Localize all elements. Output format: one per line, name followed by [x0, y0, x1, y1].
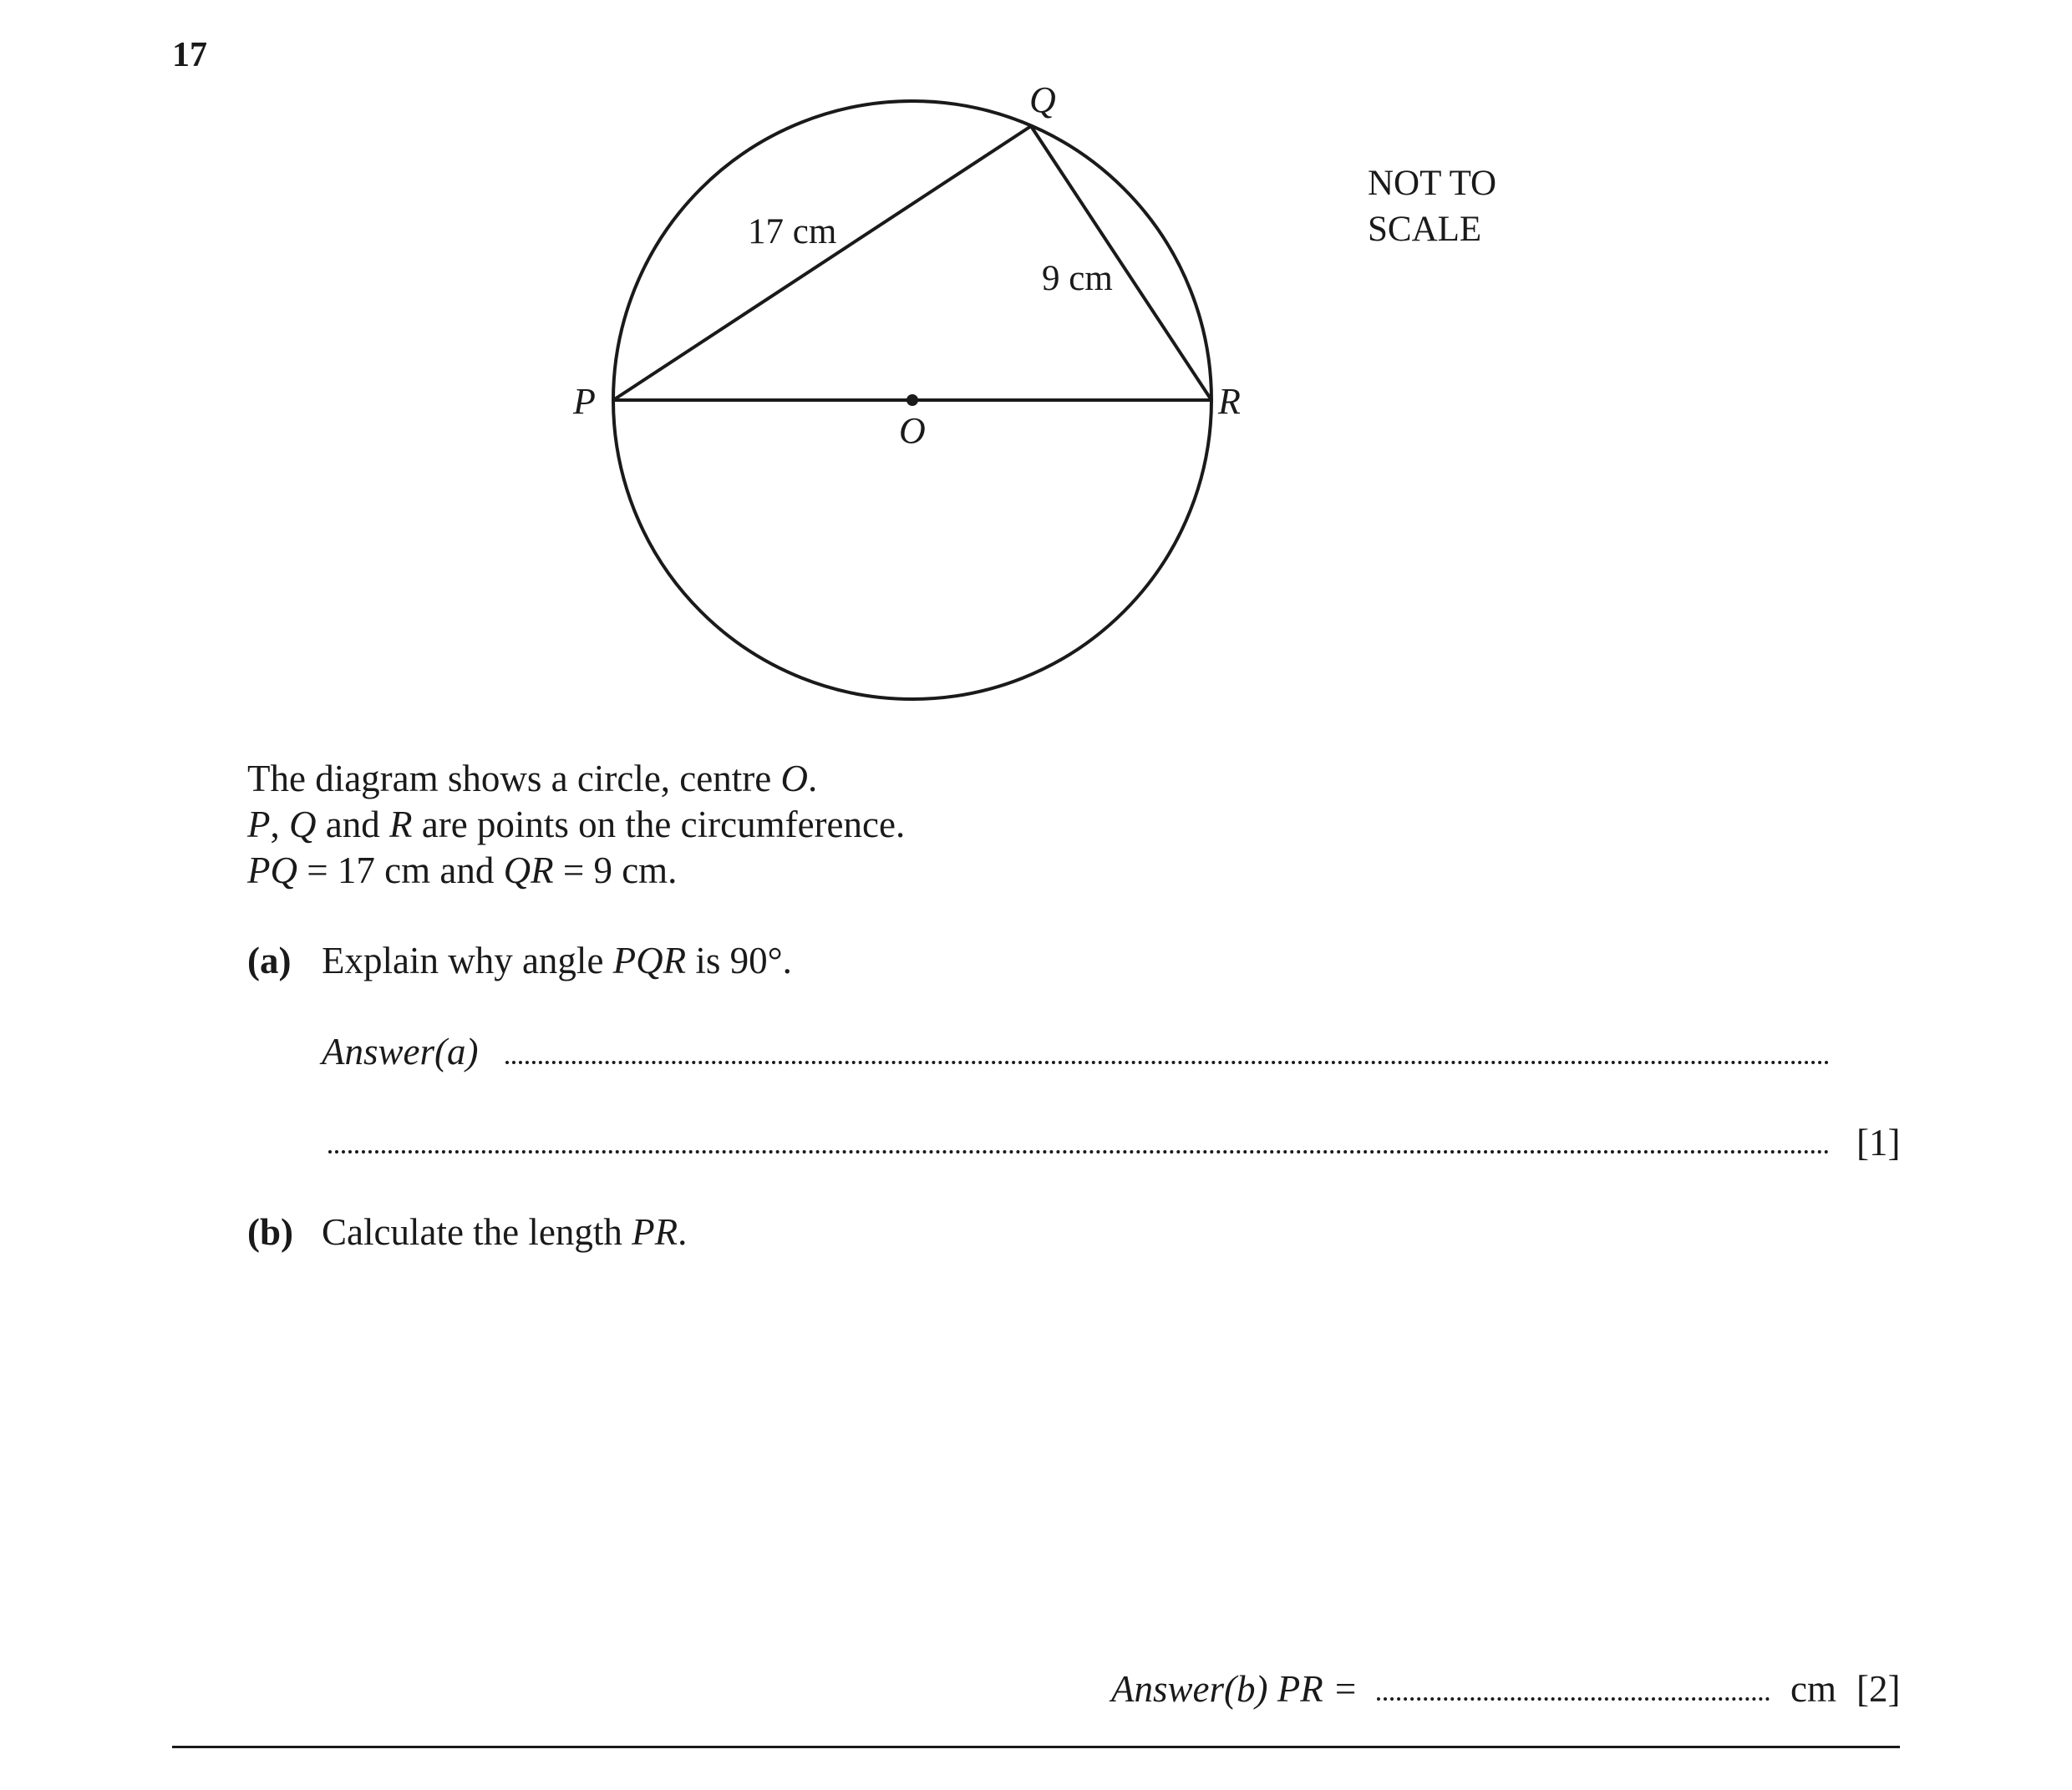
part-b-prompt [322, 1209, 687, 1255]
answer-b-label: Answer(b) PR = [1111, 1668, 1358, 1710]
label-qr-length: 9 cm [1042, 259, 1113, 298]
not-to-scale-line2: SCALE [1368, 210, 1482, 249]
stem-line-3 [247, 848, 677, 894]
stem-line-1-suffix: . [807, 758, 818, 799]
stem-line-3-end: = 9 cm. [553, 849, 678, 891]
stem-var-q: Q [289, 804, 317, 845]
stem-var-p: P [247, 804, 271, 845]
part-b-label: (b) [247, 1211, 293, 1253]
part-a-prompt [322, 938, 792, 984]
part-a-prompt-var: PQR [612, 940, 687, 981]
part-b-marks: [2] [1856, 1668, 1901, 1710]
not-to-scale-line1: NOT TO [1368, 164, 1497, 203]
stem-line-3-mid: = 17 cm and [297, 849, 504, 891]
answer-b-line[interactable] [1377, 1697, 1770, 1701]
stem-line-1-prefix: The diagram shows a circle, centre [247, 758, 781, 799]
label-pq-length: 17 cm [748, 212, 837, 251]
stem-var-o: O [780, 758, 808, 799]
part-b-prompt-prefix: Calculate the length [322, 1211, 632, 1253]
part-a-prompt-prefix: Explain why angle [322, 940, 613, 981]
chord-pq [613, 126, 1031, 400]
stem-line-1 [247, 756, 817, 802]
centre-point [906, 394, 918, 406]
stem-var-pq: PQ [247, 849, 297, 891]
answer-a-label: Answer(a) [322, 1031, 479, 1072]
label-r: R [1218, 381, 1241, 422]
part-a-marks: [1] [1856, 1122, 1901, 1164]
label-q: Q [1029, 79, 1056, 120]
part-b-prompt-suffix: . [678, 1211, 688, 1253]
stem-sep: , [270, 804, 289, 845]
answer-a-line-2[interactable] [328, 1150, 1830, 1154]
stem-var-r: R [388, 804, 413, 845]
part-b-prompt-var: PR [632, 1211, 678, 1253]
part-a-label: (a) [247, 940, 292, 981]
bottom-rule [172, 1746, 1900, 1748]
stem-and: and [316, 804, 389, 845]
label-p: P [573, 381, 596, 422]
label-o: O [899, 410, 926, 451]
stem-line-2 [247, 802, 905, 848]
answer-b-unit: cm [1790, 1668, 1836, 1710]
answer-a-line-1[interactable] [505, 1061, 1830, 1064]
part-a-prompt-suffix: is 90°. [686, 940, 792, 981]
question-number: 17 [172, 36, 207, 74]
circle-diagram [0, 0, 2072, 752]
stem-line-2-rest: are points on the circumference. [412, 804, 906, 845]
stem-var-qr: QR [503, 849, 554, 891]
